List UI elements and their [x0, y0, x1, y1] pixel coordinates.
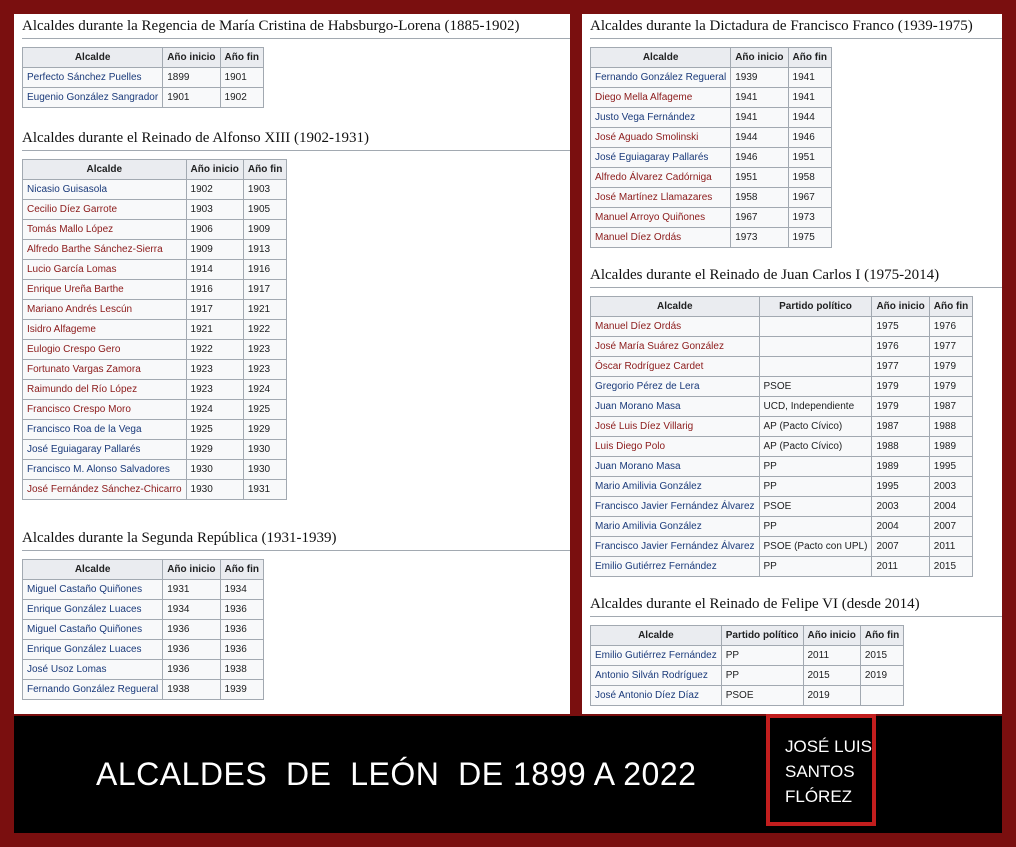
year-cell: 1930	[186, 460, 243, 480]
table-row	[591, 537, 973, 557]
year-cell: 1958	[788, 168, 831, 188]
year-cell: 1987	[872, 417, 929, 437]
author-box	[766, 714, 876, 826]
table-row	[591, 417, 973, 437]
year-cell: 1941	[731, 108, 788, 128]
right-panel	[582, 14, 1002, 714]
mayor-name-link[interactable]: Eugenio González Sangrador	[23, 88, 163, 108]
column-header: Año inicio	[803, 626, 860, 646]
table-row	[591, 437, 973, 457]
table-row	[23, 300, 287, 320]
year-cell: 1916	[186, 280, 243, 300]
section-title: Alcaldes durante la Segunda República (1931-1939)	[22, 530, 570, 551]
year-cell: 2011	[803, 646, 860, 666]
year-cell: 1909	[243, 220, 286, 240]
table-header-row	[23, 48, 264, 68]
table-row	[591, 168, 832, 188]
section-title: Alcaldes durante el Reinado de Alfonso XIII (1902-1931)	[22, 130, 570, 151]
year-cell: 1929	[186, 440, 243, 460]
table-header-row	[591, 48, 832, 68]
mayor-name-link[interactable]: Fernando González Regueral	[23, 680, 163, 700]
column-header: Año fin	[220, 560, 263, 580]
table-row	[591, 517, 973, 537]
table-row	[591, 377, 973, 397]
table-row	[23, 580, 264, 600]
year-cell: 2007	[872, 537, 929, 557]
author-line: SANTOS	[785, 762, 855, 781]
year-cell: 1936	[220, 620, 263, 640]
author-line: JOSÉ LUIS	[785, 737, 872, 756]
mayor-name-link[interactable]: Enrique González Luaces	[23, 600, 163, 620]
table-row	[23, 280, 287, 300]
year-cell: 1925	[186, 420, 243, 440]
section-title: Alcaldes durante el Reinado de Juan Carlos I (1975-2014)	[590, 267, 1002, 288]
table-header-row	[23, 560, 264, 580]
column-header: Partido político	[721, 626, 803, 646]
year-cell: 1936	[220, 640, 263, 660]
mayor-name-link[interactable]: José Martínez Llamazares	[591, 188, 731, 208]
mayor-name-link[interactable]: Antonio Silván Rodríguez	[591, 666, 722, 686]
party-cell: PSOE (Pacto con UPL)	[759, 537, 872, 557]
mayor-name-link[interactable]: José Luis Díez Villarig	[591, 417, 760, 437]
column-header: Año fin	[929, 297, 972, 317]
footer-banner	[14, 716, 1002, 833]
section-title: Alcaldes durante el Reinado de Felipe VI (desde 2014)	[590, 596, 1002, 617]
table-row	[591, 557, 973, 577]
table-row	[23, 660, 264, 680]
year-cell: 1944	[788, 108, 831, 128]
mayor-name-link[interactable]: Francisco M. Alonso Salvadores	[23, 460, 187, 480]
year-cell: 1946	[731, 148, 788, 168]
party-cell: PP	[759, 457, 872, 477]
mayor-name-link[interactable]: Eulogio Crespo Gero	[23, 340, 187, 360]
mayor-name-link[interactable]: Juan Morano Masa	[591, 397, 760, 417]
table-row	[591, 646, 904, 666]
mayor-name-link[interactable]: Miguel Castaño Quiñones	[23, 580, 163, 600]
party-cell: PP	[721, 666, 803, 686]
mayor-name-link[interactable]: José Eguiagaray Pallarés	[591, 148, 731, 168]
table-row	[591, 317, 973, 337]
table-row	[591, 188, 832, 208]
year-cell: 1934	[220, 580, 263, 600]
table-row	[23, 600, 264, 620]
column-header: Año inicio	[872, 297, 929, 317]
table-header-row	[23, 160, 287, 180]
table-row	[591, 457, 973, 477]
left-panel	[14, 14, 570, 714]
column-header: Año inicio	[186, 160, 243, 180]
mayor-name-link[interactable]: José Antonio Díez Díaz	[591, 686, 722, 706]
party-cell: PP	[759, 517, 872, 537]
mayor-name-link[interactable]: José Aguado Smolinski	[591, 128, 731, 148]
party-cell	[759, 357, 872, 377]
year-cell: 1979	[872, 397, 929, 417]
year-cell: 1979	[929, 377, 972, 397]
year-cell: 2011	[872, 557, 929, 577]
year-cell: 1917	[186, 300, 243, 320]
party-cell: AP (Pacto Cívico)	[759, 417, 872, 437]
mayor-name-link[interactable]: Mario Amilivia González	[591, 477, 760, 497]
mayor-name-link[interactable]: Manuel Díez Ordás	[591, 228, 731, 248]
mayors-table-segunda-republica	[22, 559, 264, 700]
column-header: Alcalde	[23, 560, 163, 580]
year-cell: 1944	[731, 128, 788, 148]
year-cell: 1941	[788, 88, 831, 108]
year-cell: 1930	[186, 480, 243, 500]
table-row	[23, 640, 264, 660]
table-row	[591, 357, 973, 377]
year-cell: 1938	[220, 660, 263, 680]
year-cell: 1936	[163, 620, 220, 640]
mayor-name-link[interactable]: Juan Morano Masa	[591, 457, 760, 477]
year-cell: 1931	[163, 580, 220, 600]
column-header: Año inicio	[731, 48, 788, 68]
year-cell: 1917	[243, 280, 286, 300]
year-cell: 1936	[163, 660, 220, 680]
mayors-table-alfonso-xiii	[22, 159, 287, 500]
table-row	[23, 320, 287, 340]
mayor-name-link[interactable]: Nicasio Guisasola	[23, 180, 187, 200]
table-row	[23, 340, 287, 360]
year-cell: 1923	[186, 360, 243, 380]
table-row	[591, 477, 973, 497]
year-cell: 1922	[186, 340, 243, 360]
mayors-table-felipe-vi	[590, 625, 904, 706]
year-cell: 1979	[929, 357, 972, 377]
mayor-name-link[interactable]: José Usoz Lomas	[23, 660, 163, 680]
year-cell: 1924	[243, 380, 286, 400]
table-row	[591, 337, 973, 357]
year-cell: 1987	[929, 397, 972, 417]
year-cell	[860, 686, 903, 706]
table-row	[23, 240, 287, 260]
mayor-name-link[interactable]: Manuel Arroyo Quiñones	[591, 208, 731, 228]
mayor-name-link[interactable]: Mario Amilivia González	[591, 517, 760, 537]
year-cell: 1922	[243, 320, 286, 340]
year-cell: 1936	[163, 640, 220, 660]
year-cell: 2003	[872, 497, 929, 517]
table-row	[591, 128, 832, 148]
year-cell: 1931	[243, 480, 286, 500]
mayor-name-link[interactable]: Raimundo del Río López	[23, 380, 187, 400]
year-cell: 2004	[929, 497, 972, 517]
year-cell: 1902	[186, 180, 243, 200]
mayor-name-link[interactable]: Francisco Javier Fernández Álvarez	[591, 497, 760, 517]
mayor-name-link[interactable]: Tomás Mallo López	[23, 220, 187, 240]
column-header: Alcalde	[591, 48, 731, 68]
table-row	[591, 68, 832, 88]
section-segunda-republica	[14, 530, 570, 700]
table-row	[591, 686, 904, 706]
year-cell: 1921	[243, 300, 286, 320]
year-cell: 1906	[186, 220, 243, 240]
mayor-name-link[interactable]: Enrique González Luaces	[23, 640, 163, 660]
table-row	[23, 420, 287, 440]
year-cell: 1941	[731, 88, 788, 108]
table-row	[591, 108, 832, 128]
mayor-name-link[interactable]: Fernando González Regueral	[591, 68, 731, 88]
year-cell: 1916	[243, 260, 286, 280]
year-cell: 1975	[788, 228, 831, 248]
column-header: Año fin	[788, 48, 831, 68]
year-cell: 1921	[186, 320, 243, 340]
party-cell: PP	[721, 646, 803, 666]
mayor-name-link[interactable]: Óscar Rodríguez Cardet	[591, 357, 760, 377]
column-header: Año inicio	[163, 48, 220, 68]
party-cell: PP	[759, 477, 872, 497]
year-cell: 1923	[243, 360, 286, 380]
table-row	[23, 68, 264, 88]
mayor-name-link[interactable]: Manuel Díez Ordás	[591, 317, 760, 337]
table-row	[23, 680, 264, 700]
mayor-name-link[interactable]: Diego Mella Alfageme	[591, 88, 731, 108]
year-cell: 1951	[788, 148, 831, 168]
year-cell: 1903	[243, 180, 286, 200]
year-cell: 1976	[929, 317, 972, 337]
year-cell: 1930	[243, 440, 286, 460]
mayor-name-link[interactable]: Alfredo Álvarez Cadórniga	[591, 168, 731, 188]
year-cell: 2003	[929, 477, 972, 497]
party-cell: PSOE	[721, 686, 803, 706]
section-regencia	[14, 18, 570, 108]
year-cell: 2019	[803, 686, 860, 706]
author-line: FLÓREZ	[785, 787, 853, 806]
table-row	[23, 460, 287, 480]
table-row	[23, 440, 287, 460]
section-title: Alcaldes durante la Dictadura de Francisco Franco (1939-1975)	[590, 18, 1002, 39]
party-cell	[759, 337, 872, 357]
mayor-name-link[interactable]: José Fernández Sánchez-Chicarro	[23, 480, 187, 500]
year-cell: 2015	[860, 646, 903, 666]
party-cell	[759, 317, 872, 337]
year-cell: 1941	[788, 68, 831, 88]
mayor-name-link[interactable]: Lucio García Lomas	[23, 260, 187, 280]
table-row	[591, 208, 832, 228]
table-row	[23, 88, 264, 108]
year-cell: 2015	[929, 557, 972, 577]
mayor-name-link[interactable]: Luis Diego Polo	[591, 437, 760, 457]
year-cell: 1946	[788, 128, 831, 148]
year-cell: 1923	[243, 340, 286, 360]
year-cell: 1989	[929, 437, 972, 457]
table-header-row	[591, 297, 973, 317]
year-cell: 1975	[872, 317, 929, 337]
year-cell: 1951	[731, 168, 788, 188]
year-cell: 1903	[186, 200, 243, 220]
year-cell: 2004	[872, 517, 929, 537]
column-header: Alcalde	[591, 626, 722, 646]
mayors-table-juan-carlos-i	[590, 296, 973, 577]
section-felipe-vi	[582, 596, 1002, 706]
mayor-name-link[interactable]: José María Suárez González	[591, 337, 760, 357]
table-row	[591, 88, 832, 108]
year-cell: 1934	[163, 600, 220, 620]
table-row	[23, 360, 287, 380]
party-cell: PSOE	[759, 377, 872, 397]
year-cell: 1939	[220, 680, 263, 700]
year-cell: 1913	[243, 240, 286, 260]
column-header: Alcalde	[23, 160, 187, 180]
mayor-name-link[interactable]: Francisco Roa de la Vega	[23, 420, 187, 440]
party-cell: AP (Pacto Cívico)	[759, 437, 872, 457]
year-cell: 1995	[929, 457, 972, 477]
column-header: Partido político	[759, 297, 872, 317]
table-row	[23, 620, 264, 640]
year-cell: 1923	[186, 380, 243, 400]
table-row	[23, 200, 287, 220]
mayors-table-regencia	[22, 47, 264, 108]
year-cell: 1995	[872, 477, 929, 497]
year-cell: 1977	[929, 337, 972, 357]
table-row	[591, 397, 973, 417]
table-row	[23, 180, 287, 200]
column-header: Año fin	[243, 160, 286, 180]
mayor-name-link[interactable]: Mariano Andrés Lescún	[23, 300, 187, 320]
year-cell: 1905	[243, 200, 286, 220]
year-cell: 2011	[929, 537, 972, 557]
table-row	[23, 480, 287, 500]
year-cell: 1929	[243, 420, 286, 440]
year-cell: 2019	[860, 666, 903, 686]
year-cell: 1901	[220, 68, 263, 88]
section-alfonso-xiii	[14, 130, 570, 500]
year-cell: 1938	[163, 680, 220, 700]
mayor-name-link[interactable]: Emilio Gutiérrez Fernández	[591, 557, 760, 577]
year-cell: 1901	[163, 88, 220, 108]
year-cell: 1925	[243, 400, 286, 420]
table-row	[23, 260, 287, 280]
year-cell: 2007	[929, 517, 972, 537]
year-cell: 1989	[872, 457, 929, 477]
party-cell: PP	[759, 557, 872, 577]
year-cell: 1902	[220, 88, 263, 108]
column-header: Alcalde	[591, 297, 760, 317]
year-cell: 1914	[186, 260, 243, 280]
mayor-name-link[interactable]: Isidro Alfageme	[23, 320, 187, 340]
year-cell: 1973	[788, 208, 831, 228]
party-cell: UCD, Independiente	[759, 397, 872, 417]
table-row	[23, 220, 287, 240]
table-header-row	[591, 626, 904, 646]
mayor-name-link[interactable]: Fortunato Vargas Zamora	[23, 360, 187, 380]
year-cell: 1936	[220, 600, 263, 620]
mayor-name-link[interactable]: Cecilio Díez Garrote	[23, 200, 187, 220]
mayor-name-link[interactable]: Enrique Ureña Barthe	[23, 280, 187, 300]
year-cell: 1967	[788, 188, 831, 208]
footer-title: ALCALDES DE LEÓN DE 1899 A 2022	[96, 756, 697, 792]
table-row	[591, 497, 973, 517]
section-juan-carlos-i	[582, 267, 1002, 577]
year-cell: 1988	[872, 437, 929, 457]
year-cell: 1973	[731, 228, 788, 248]
mayor-name-link[interactable]: Justo Vega Fernández	[591, 108, 731, 128]
mayor-name-link[interactable]: Perfecto Sánchez Puelles	[23, 68, 163, 88]
mayor-name-link[interactable]: Miguel Castaño Quiñones	[23, 620, 163, 640]
section-title: Alcaldes durante la Regencia de María Cristina de Habsburgo-Lorena (1885-1902)	[22, 18, 570, 39]
table-row	[591, 148, 832, 168]
mayor-name-link[interactable]: Emilio Gutiérrez Fernández	[591, 646, 722, 666]
column-header: Año fin	[220, 48, 263, 68]
section-franco	[582, 18, 1002, 248]
table-row	[591, 228, 832, 248]
year-cell: 1939	[731, 68, 788, 88]
table-row	[23, 400, 287, 420]
year-cell: 1977	[872, 357, 929, 377]
column-header: Año inicio	[163, 560, 220, 580]
mayor-name-link[interactable]: Gregorio Pérez de Lera	[591, 377, 760, 397]
year-cell: 1976	[872, 337, 929, 357]
year-cell: 1909	[186, 240, 243, 260]
year-cell: 1988	[929, 417, 972, 437]
mayor-name-link[interactable]: José Eguiagaray Pallarés	[23, 440, 187, 460]
party-cell: PSOE	[759, 497, 872, 517]
year-cell: 1967	[731, 208, 788, 228]
year-cell: 2015	[803, 666, 860, 686]
mayor-name-link[interactable]: Alfredo Barthe Sánchez-Sierra	[23, 240, 187, 260]
table-row	[23, 380, 287, 400]
table-row	[591, 666, 904, 686]
column-header: Año fin	[860, 626, 903, 646]
year-cell: 1979	[872, 377, 929, 397]
year-cell: 1924	[186, 400, 243, 420]
mayor-name-link[interactable]: Francisco Javier Fernández Álvarez	[591, 537, 760, 557]
column-header: Alcalde	[23, 48, 163, 68]
mayor-name-link[interactable]: Francisco Crespo Moro	[23, 400, 187, 420]
year-cell: 1899	[163, 68, 220, 88]
year-cell: 1930	[243, 460, 286, 480]
mayors-table-franco	[590, 47, 832, 248]
year-cell: 1958	[731, 188, 788, 208]
